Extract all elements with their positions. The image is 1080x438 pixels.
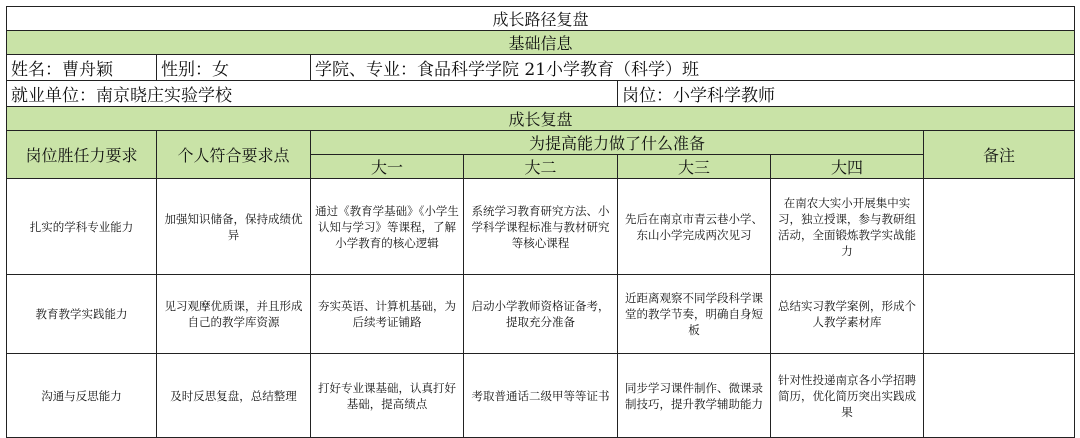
row-notes <box>924 275 1075 354</box>
header-year-3: 大三 <box>618 155 771 179</box>
section-growth-review: 成长复盘 <box>7 107 1075 131</box>
row-year-4: 总结实习教学案例，形成个人教学素材库 <box>771 275 924 354</box>
table-row <box>7 275 1075 354</box>
row-competency: 教育教学实践能力 <box>7 275 157 354</box>
gender-cell: 性别：女 <box>157 55 311 81</box>
row-notes <box>924 179 1075 275</box>
header-competency: 岗位胜任力要求 <box>7 131 157 179</box>
row-year-2: 启动小学教师资格证备考，提取充分准备 <box>464 275 618 354</box>
header-personal: 个人符合要求点 <box>157 131 311 179</box>
row-year-1: 通过《教育学基础》《小学生认知与学习》等课程，了解小学教育的核心逻辑 <box>311 179 464 275</box>
header-year-1: 大一 <box>311 155 464 179</box>
page-title: 成长路径复盘 <box>7 7 1075 31</box>
header-year-2: 大二 <box>464 155 618 179</box>
row-year-3: 同步学习课件制作、微课录制技巧，提升教学辅助能力 <box>618 354 771 438</box>
row-competency: 沟通与反思能力 <box>7 354 157 438</box>
table-row <box>7 179 1075 275</box>
header-preparation: 为提高能力做了什么准备 <box>311 131 924 155</box>
row-competency: 扎实的学科专业能力 <box>7 179 157 275</box>
row-year-2: 系统学习教育研究方法、小学科学课程标准与教材研究等核心课程 <box>464 179 618 275</box>
row-notes <box>924 354 1075 438</box>
name-cell: 姓名：曹舟颖 <box>7 55 157 81</box>
row-year-4: 针对性投递南京各小学招聘简历，优化简历突出实践成果 <box>771 354 924 438</box>
row-year-3: 近距离观察不同学段科学课堂的教学节奏，明确自身短板 <box>618 275 771 354</box>
section-basic-info: 基础信息 <box>7 31 1075 55</box>
employer-cell: 就业单位：南京晓庄实验学校 <box>7 81 618 107</box>
header-notes: 备注 <box>924 131 1075 179</box>
row-year-4: 在南农大实小开展集中实习，独立授课，参与教研组活动，全面锻炼教学实战能力 <box>771 179 924 275</box>
row-year-1: 打好专业课基础，认真打好基础，提高绩点 <box>311 354 464 438</box>
row-personal: 见习观摩优质课，并且形成自己的教学库资源 <box>157 275 311 354</box>
position-cell: 岗位：小学科学教师 <box>618 81 1075 107</box>
table-row <box>7 354 1075 438</box>
college-major-cell: 学院、专业：食品科学学院 21小学教育（科学）班 <box>311 55 1075 81</box>
row-personal: 加强知识储备，保持成绩优异 <box>157 179 311 275</box>
row-year-3: 先后在南京市青云巷小学、东山小学完成两次见习 <box>618 179 771 275</box>
row-year-2: 考取普通话二级甲等等证书 <box>464 354 618 438</box>
header-year-4: 大四 <box>771 155 924 179</box>
row-personal: 及时反思复盘，总结整理 <box>157 354 311 438</box>
row-year-1: 夯实英语、计算机基础，为后续考证铺路 <box>311 275 464 354</box>
growth-review-table <box>6 6 1075 438</box>
